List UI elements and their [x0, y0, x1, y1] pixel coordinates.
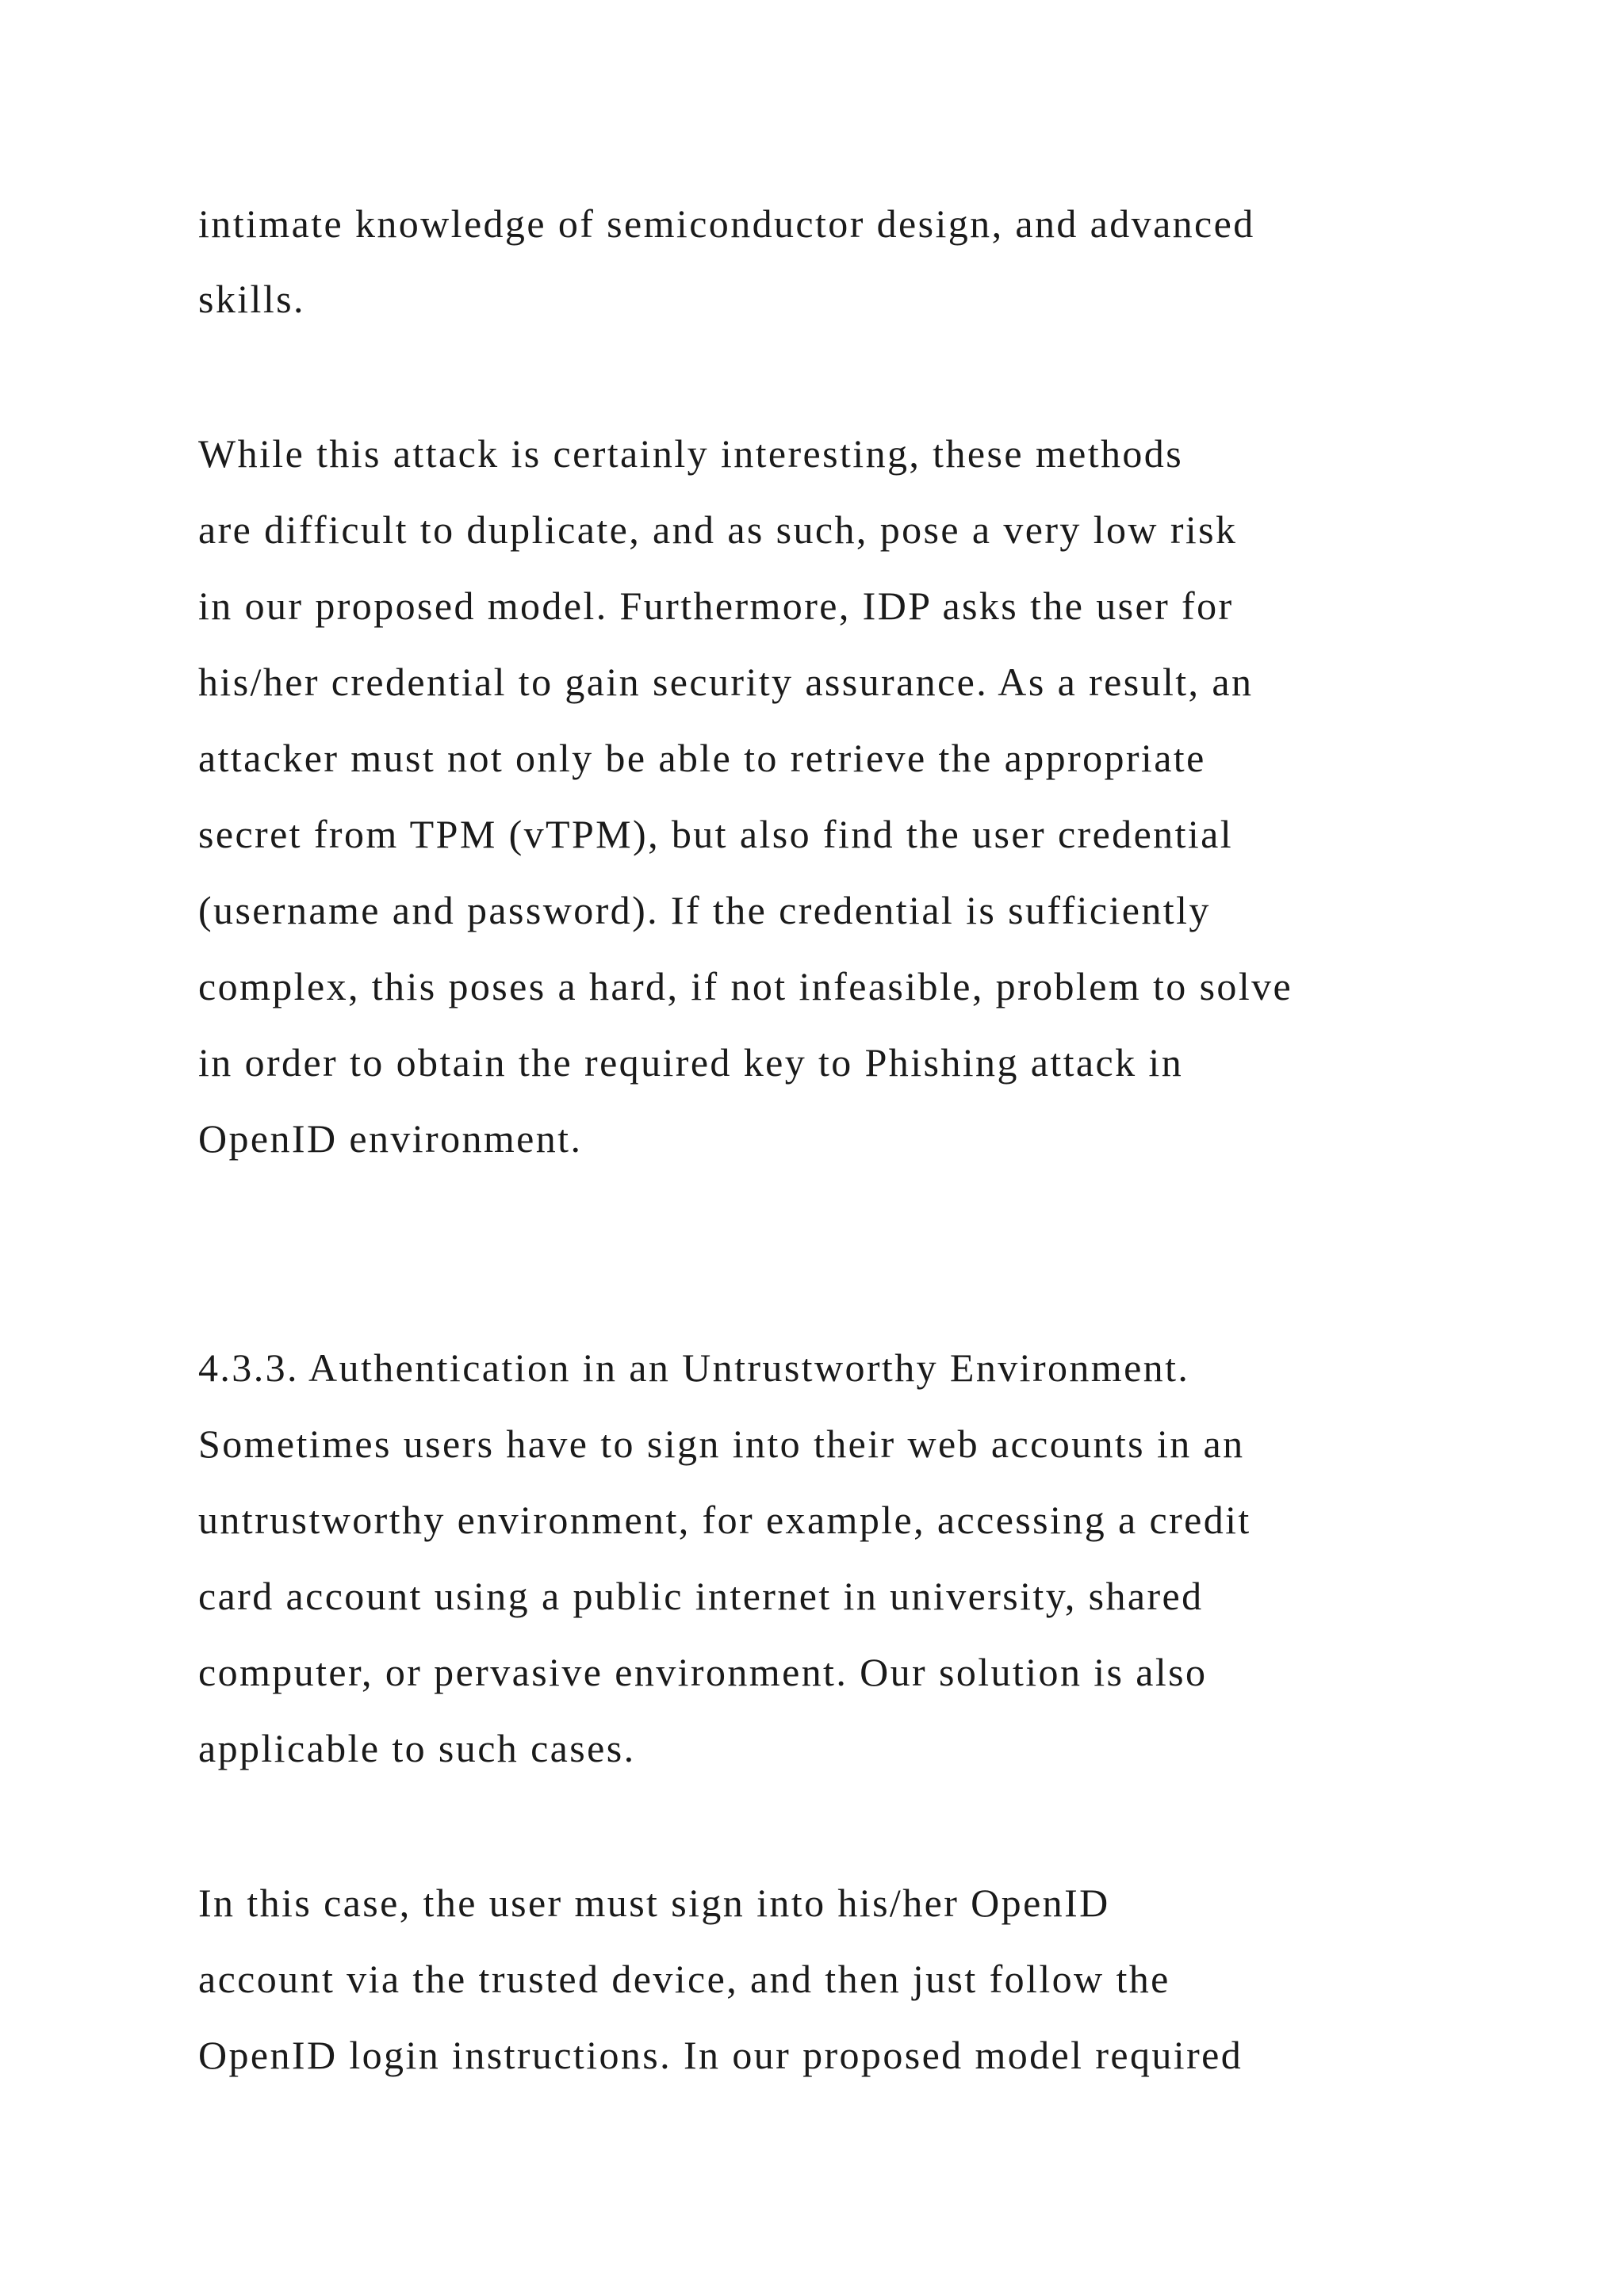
text-line: card account using a public internet in university, shared: [198, 1574, 1204, 1618]
text-line: are difficult to duplicate, and as such, pose a very low risk: [198, 507, 1238, 552]
text-line: intimate knowledge of semiconductor design, and advanced: [198, 201, 1255, 246]
text-line: Sometimes users have to sign into their web accounts in an: [198, 1422, 1245, 1466]
text-line: in our proposed model. Furthermore, IDP asks the user for: [198, 584, 1234, 628]
text-line: (username and password). If the credential is sufficiently: [198, 888, 1211, 932]
text-line: secret from TPM (vTPM), but also find the user credential: [198, 812, 1234, 856]
text-line: his/her credential to gain security assurance. As a result, an: [198, 660, 1254, 704]
text-line: untrustworthy environment, for example, accessing a credit: [198, 1498, 1251, 1542]
text-line: While this attack is certainly interesting, these methods: [198, 431, 1184, 476]
text-line: attacker must not only be able to retrieve the appropriate: [198, 736, 1206, 780]
text-line: account via the trusted device, and then just follow the: [198, 1957, 1170, 2001]
text-line: OpenID environment.: [198, 1116, 583, 1161]
text-line: complex, this poses a hard, if not infeasible, problem to solve: [198, 964, 1293, 1008]
text-line: applicable to such cases.: [198, 1726, 636, 1770]
text-line: computer, or pervasive environment. Our solution is also: [198, 1650, 1208, 1694]
text-line: In this case, the user must sign into his/her OpenID: [198, 1881, 1110, 1925]
text-line: in order to obtain the required key to Phishing attack in: [198, 1040, 1184, 1085]
text-line: skills.: [198, 277, 305, 321]
text-line: OpenID login instructions. In our proposed model required: [198, 2033, 1243, 2077]
section-heading-line: 4.3.3. Authentication in an Untrustworthy Environment.: [198, 1345, 1190, 1390]
